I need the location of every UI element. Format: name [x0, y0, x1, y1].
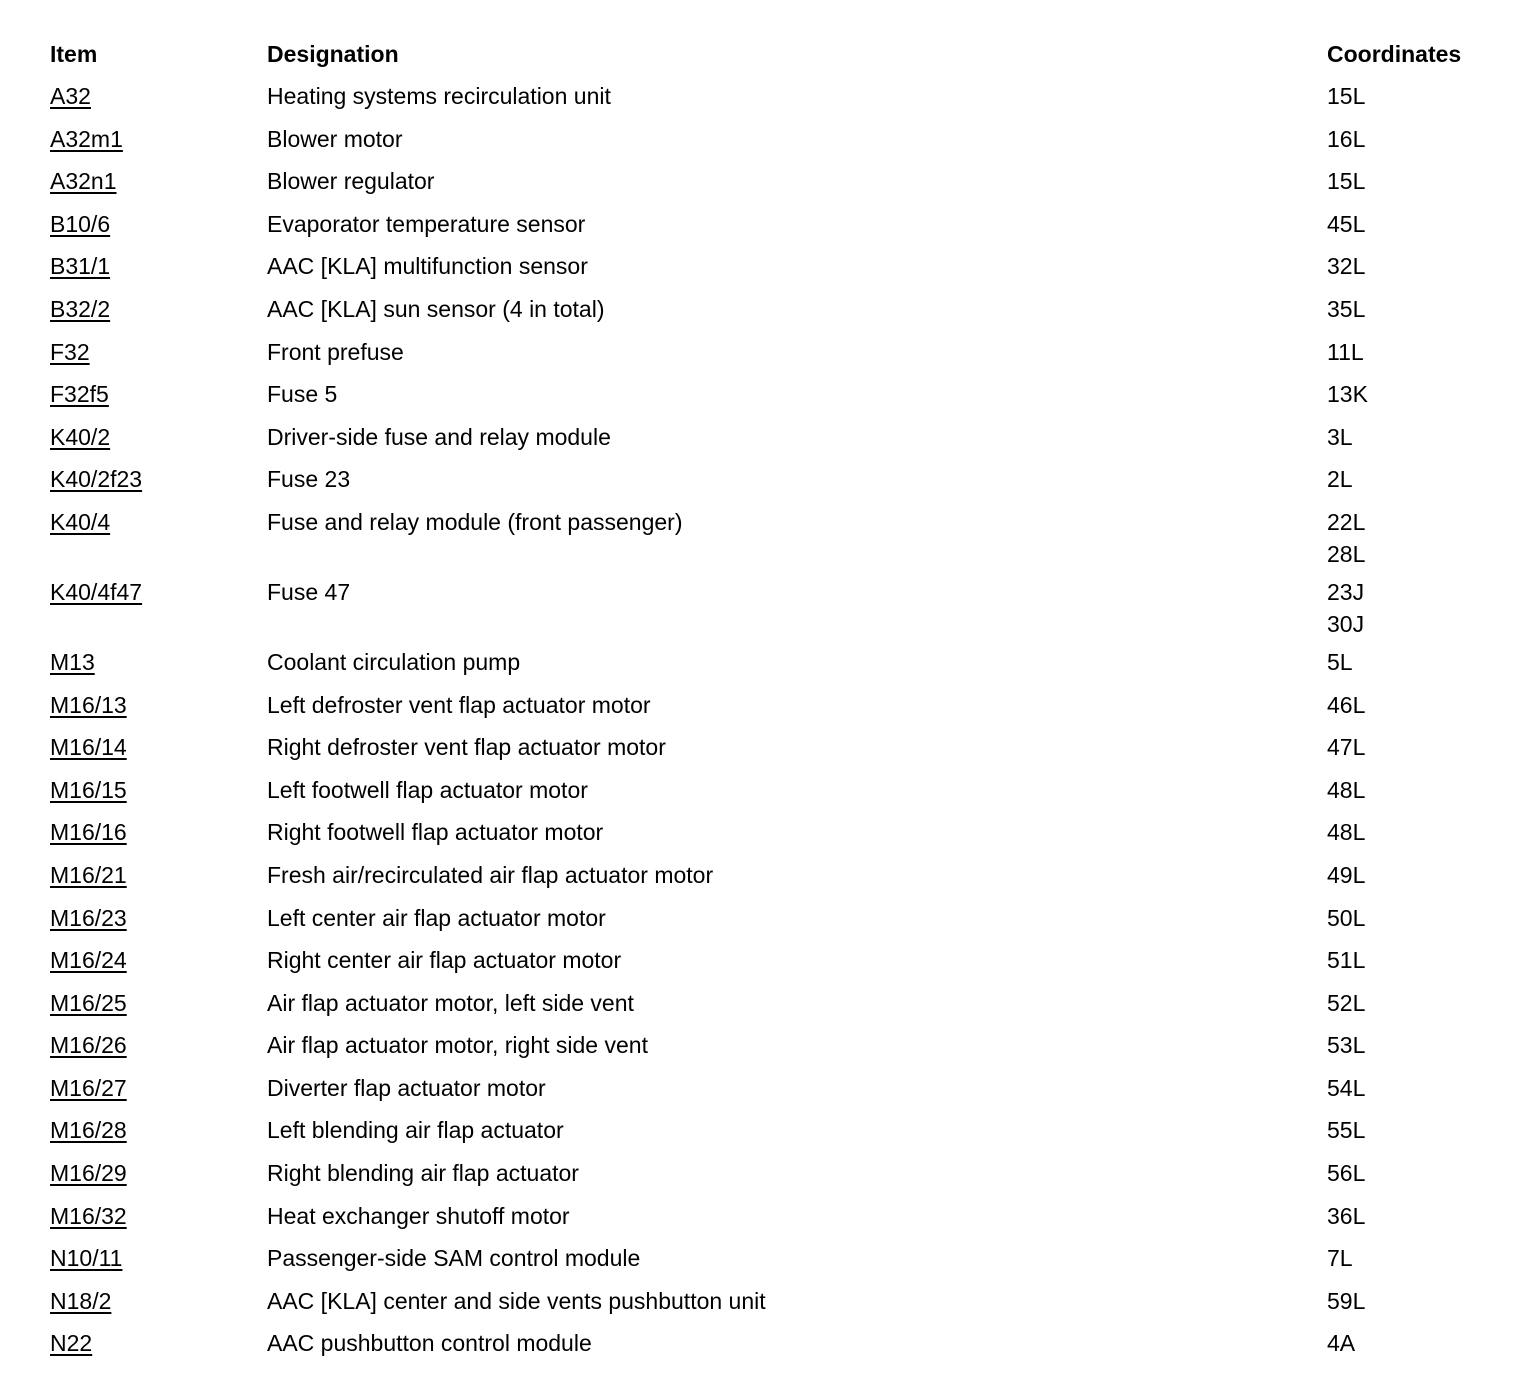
- designation-cell: [267, 1325, 1327, 1361]
- table-row: [50, 900, 1490, 943]
- coordinate-value: 28L: [1327, 540, 1366, 567]
- coordinate-value: 59L: [1327, 1287, 1366, 1314]
- header-designation: Designation: [267, 41, 399, 67]
- coordinate-value: 15L: [1327, 83, 1366, 109]
- designation-cell: [267, 419, 1327, 455]
- item-link[interactable]: K40/4f47: [50, 578, 143, 605]
- designation-cell: [267, 857, 1327, 893]
- coordinate-value: 4A: [1327, 1330, 1356, 1357]
- item-link[interactable]: M16/15: [50, 776, 127, 803]
- item-link[interactable]: N22: [50, 1330, 93, 1357]
- designation-text: Right blending air flap actuator: [267, 1160, 579, 1187]
- coordinates-cell: [1327, 942, 1490, 978]
- item-link[interactable]: M16/13: [50, 691, 127, 718]
- designation-text: Heating systems recirculation unit: [267, 83, 611, 109]
- coordinate-value: 15L: [1327, 168, 1366, 195]
- designation-cell: [267, 729, 1327, 765]
- item-cell: [50, 334, 267, 370]
- designation-cell: [267, 1240, 1327, 1276]
- item-cell: [50, 1283, 267, 1319]
- coordinates-cell: [1327, 248, 1490, 284]
- coordinates-cell: [1327, 687, 1490, 723]
- item-cell: [50, 1325, 267, 1361]
- coordinates-cell: [1327, 900, 1490, 936]
- table-row: [50, 78, 1490, 121]
- item-cell: [50, 900, 267, 936]
- designation-cell: [267, 291, 1327, 327]
- item-cell: [50, 772, 267, 808]
- item-link[interactable]: F32: [50, 338, 90, 365]
- coordinate-value: 51L: [1327, 947, 1366, 974]
- designation-cell: [267, 942, 1327, 978]
- component-legend-table: [50, 36, 1490, 1368]
- designation-cell: [267, 644, 1327, 680]
- coordinate-value: 23J: [1327, 578, 1365, 605]
- item-link[interactable]: A32m1: [50, 125, 123, 152]
- designation-text: Left blending air flap actuator: [267, 1117, 564, 1144]
- table-row: [50, 687, 1490, 730]
- item-link[interactable]: K40/2: [50, 423, 111, 450]
- item-link[interactable]: M16/26: [50, 1032, 127, 1059]
- designation-cell: [267, 574, 1327, 610]
- item-cell: [50, 248, 267, 284]
- designation-text: Left center air flap actuator motor: [267, 904, 606, 931]
- coordinate-value: 22L: [1327, 508, 1366, 535]
- table-row: [50, 1070, 1490, 1113]
- item-link[interactable]: M16/14: [50, 734, 127, 761]
- designation-text: Left footwell flap actuator motor: [267, 776, 588, 803]
- item-link[interactable]: A32n1: [50, 168, 117, 195]
- designation-text: AAC [KLA] center and side vents pushbutton unit: [267, 1287, 766, 1314]
- designation-cell: [267, 461, 1327, 497]
- item-cell: [50, 1240, 267, 1276]
- item-link[interactable]: B32/2: [50, 295, 111, 322]
- designation-cell: [267, 504, 1327, 540]
- table-row: [50, 419, 1490, 462]
- coordinates-cell: [1327, 121, 1490, 157]
- header-coordinates: Coordinates: [1327, 41, 1462, 67]
- designation-text: AAC pushbutton control module: [267, 1330, 592, 1357]
- table-row: [50, 1198, 1490, 1241]
- item-cell: [50, 376, 267, 412]
- item-cell: [50, 942, 267, 978]
- designation-text: Fuse and relay module (front passenger): [267, 508, 683, 535]
- coordinates-cell: [1327, 1325, 1490, 1361]
- coordinates-cell: [1327, 206, 1490, 242]
- item-cell: [50, 1198, 267, 1234]
- coordinate-value: 49L: [1327, 861, 1366, 888]
- table-row: [50, 291, 1490, 334]
- item-link[interactable]: N18/2: [50, 1287, 112, 1314]
- coordinates-cell: [1327, 461, 1490, 497]
- item-cell: [50, 121, 267, 157]
- coordinates-cell: [1327, 163, 1490, 199]
- designation-text: AAC [KLA] sun sensor (4 in total): [267, 295, 605, 322]
- coordinate-value: 32L: [1327, 253, 1366, 280]
- item-link[interactable]: M16/16: [50, 819, 127, 846]
- coordinates-cell: [1327, 574, 1490, 638]
- table-header: [50, 36, 1490, 78]
- table-row: [50, 248, 1490, 291]
- coordinates-cell: [1327, 1283, 1490, 1319]
- item-cell: [50, 1155, 267, 1191]
- coordinate-value: 48L: [1327, 776, 1366, 803]
- designation-cell: [267, 1198, 1327, 1234]
- table-row: [50, 574, 1490, 644]
- designation-cell: [267, 1070, 1327, 1106]
- table-row: [50, 163, 1490, 206]
- item-link[interactable]: M16/29: [50, 1160, 127, 1187]
- designation-cell: [267, 772, 1327, 808]
- coordinate-value: 52L: [1327, 989, 1366, 1016]
- item-link[interactable]: F32f5: [50, 381, 109, 408]
- designation-cell: [267, 1155, 1327, 1191]
- coordinate-value: 56L: [1327, 1160, 1366, 1187]
- item-link[interactable]: M16/25: [50, 989, 127, 1016]
- designation-cell: [267, 1283, 1327, 1319]
- table-row: [50, 857, 1490, 900]
- coordinate-value: 54L: [1327, 1074, 1366, 1101]
- coordinates-cell: [1327, 504, 1490, 568]
- table-row: [50, 1325, 1490, 1368]
- coordinates-cell: [1327, 78, 1490, 114]
- designation-cell: [267, 78, 1327, 114]
- item-cell: [50, 461, 267, 497]
- table-row: [50, 461, 1490, 504]
- item-link[interactable]: M16/23: [50, 904, 127, 931]
- designation-text: AAC [KLA] multifunction sensor: [267, 253, 588, 280]
- coordinate-value: 5L: [1327, 648, 1353, 675]
- coordinate-value: 45L: [1327, 210, 1366, 237]
- designation-cell: [267, 163, 1327, 199]
- coordinate-value: 50L: [1327, 904, 1366, 931]
- table-row: [50, 1155, 1490, 1198]
- table-row: [50, 206, 1490, 249]
- coordinate-value: 48L: [1327, 819, 1366, 846]
- designation-cell: [267, 814, 1327, 850]
- coordinates-cell: [1327, 729, 1490, 765]
- designation-text: Evaporator temperature sensor: [267, 210, 586, 237]
- designation-cell: [267, 248, 1327, 284]
- coordinates-cell: [1327, 1155, 1490, 1191]
- designation-cell: [267, 206, 1327, 242]
- coordinates-cell: [1327, 1240, 1490, 1276]
- coordinates-cell: [1327, 376, 1490, 412]
- designation-cell: [267, 985, 1327, 1021]
- designation-text: Fuse 23: [267, 466, 351, 493]
- designation-text: Right footwell flap actuator motor: [267, 819, 604, 846]
- table-row: [50, 121, 1490, 164]
- coordinates-cell: [1327, 334, 1490, 370]
- designation-text: Fuse 5: [267, 381, 338, 408]
- item-link[interactable]: M13: [50, 648, 95, 675]
- coordinate-value: 55L: [1327, 1117, 1366, 1144]
- coordinates-cell: [1327, 1027, 1490, 1063]
- table-row: [50, 376, 1490, 419]
- table-row: [50, 814, 1490, 857]
- coordinates-cell: [1327, 1070, 1490, 1106]
- table-row: [50, 334, 1490, 377]
- coordinate-value: 13K: [1327, 381, 1368, 408]
- table-row: [50, 644, 1490, 687]
- designation-text: Blower motor: [267, 125, 403, 152]
- item-link[interactable]: M16/24: [50, 947, 127, 974]
- coordinates-cell: [1327, 419, 1490, 455]
- item-cell: [50, 857, 267, 893]
- item-cell: [50, 1070, 267, 1106]
- table-body: [50, 78, 1490, 1368]
- coordinates-cell: [1327, 644, 1490, 680]
- designation-cell: [267, 900, 1327, 936]
- item-link[interactable]: K40/4: [50, 508, 111, 535]
- designation-text: Coolant circulation pump: [267, 648, 521, 675]
- table-row: [50, 772, 1490, 815]
- item-cell: [50, 687, 267, 723]
- designation-cell: [267, 687, 1327, 723]
- coordinate-value: 46L: [1327, 691, 1366, 718]
- table-row: [50, 1283, 1490, 1326]
- designation-text: Left defroster vent flap actuator motor: [267, 691, 651, 718]
- coordinate-value: 30J: [1327, 610, 1365, 637]
- item-link[interactable]: B10/6: [50, 210, 111, 237]
- coordinates-cell: [1327, 985, 1490, 1021]
- item-link[interactable]: M16/21: [50, 861, 127, 888]
- table-row: [50, 729, 1490, 772]
- table-row: [50, 985, 1490, 1028]
- item-cell: [50, 206, 267, 242]
- item-link[interactable]: B31/1: [50, 253, 111, 280]
- coordinates-cell: [1327, 1112, 1490, 1148]
- designation-text: Diverter flap actuator motor: [267, 1074, 546, 1101]
- designation-cell: [267, 121, 1327, 157]
- item-link[interactable]: M16/28: [50, 1117, 127, 1144]
- coordinate-value: 3L: [1327, 423, 1353, 450]
- table-row: [50, 1112, 1490, 1155]
- designation-cell: [267, 334, 1327, 370]
- item-cell: [50, 419, 267, 455]
- designation-text: Blower regulator: [267, 168, 435, 195]
- item-cell: [50, 644, 267, 680]
- coordinates-cell: [1327, 772, 1490, 808]
- item-link[interactable]: A32: [50, 83, 91, 109]
- designation-text: Right center air flap actuator motor: [267, 947, 622, 974]
- designation-text: Passenger-side SAM control module: [267, 1245, 641, 1272]
- coordinate-value: 36L: [1327, 1202, 1366, 1229]
- coordinates-cell: [1327, 814, 1490, 850]
- coordinate-value: 2L: [1327, 466, 1353, 493]
- designation-text: Front prefuse: [267, 338, 404, 365]
- coordinates-cell: [1327, 1198, 1490, 1234]
- designation-text: Fuse 47: [267, 578, 351, 605]
- item-cell: [50, 814, 267, 850]
- table-row: [50, 942, 1490, 985]
- item-link[interactable]: N10/11: [50, 1245, 123, 1272]
- coordinate-value: 16L: [1327, 125, 1366, 152]
- table-row: [50, 1240, 1490, 1283]
- item-cell: [50, 163, 267, 199]
- designation-cell: [267, 1112, 1327, 1148]
- item-cell: [50, 504, 267, 540]
- coordinate-value: 7L: [1327, 1245, 1353, 1272]
- item-link[interactable]: M16/27: [50, 1074, 127, 1101]
- item-cell: [50, 78, 267, 114]
- coordinate-value: 47L: [1327, 734, 1366, 761]
- designation-text: Heat exchanger shutoff motor: [267, 1202, 570, 1229]
- item-cell: [50, 1112, 267, 1148]
- item-link[interactable]: K40/2f23: [50, 466, 143, 493]
- designation-text: Air flap actuator motor, right side vent: [267, 1032, 648, 1059]
- coordinate-value: 11L: [1327, 338, 1364, 365]
- table-row: [50, 504, 1490, 574]
- item-cell: [50, 574, 267, 610]
- coordinate-value: 35L: [1327, 295, 1366, 322]
- item-cell: [50, 291, 267, 327]
- coordinates-cell: [1327, 291, 1490, 327]
- designation-text: Fresh air/recirculated air flap actuator motor: [267, 861, 714, 888]
- designation-text: Air flap actuator motor, left side vent: [267, 989, 634, 1016]
- coordinate-value: 53L: [1327, 1032, 1366, 1059]
- item-cell: [50, 1027, 267, 1063]
- item-link[interactable]: M16/32: [50, 1202, 127, 1229]
- table-row: [50, 1027, 1490, 1070]
- item-cell: [50, 985, 267, 1021]
- designation-cell: [267, 376, 1327, 412]
- designation-cell: [267, 1027, 1327, 1063]
- designation-text: Driver-side fuse and relay module: [267, 423, 611, 450]
- coordinates-cell: [1327, 857, 1490, 893]
- item-cell: [50, 729, 267, 765]
- designation-text: Right defroster vent flap actuator motor: [267, 734, 666, 761]
- header-item: Item: [50, 41, 98, 67]
